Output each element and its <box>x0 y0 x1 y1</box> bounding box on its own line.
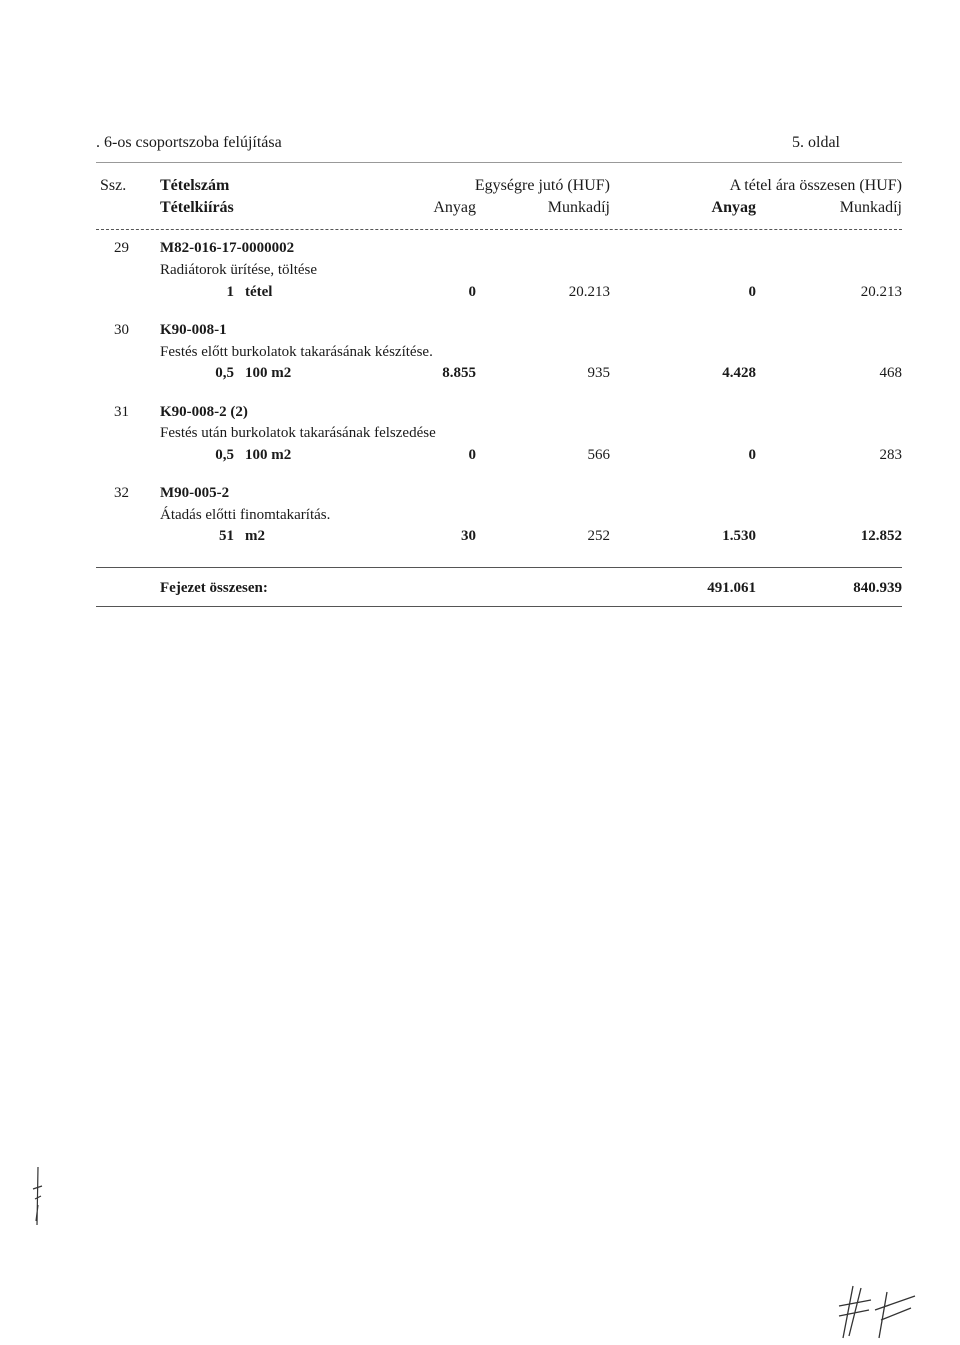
col-header-unit-munkadij: Munkadíj <box>547 199 610 216</box>
summary-total-anyag: 491.061 <box>707 580 756 596</box>
item-code: K90-008-2 (2) <box>160 404 248 420</box>
margin-pen-mark <box>26 1165 50 1235</box>
item-quantity: 0,5 <box>215 447 234 463</box>
item-total-munkadij: 12.852 <box>860 528 902 544</box>
item-description: Festés után burkolatok takarásának felszedése <box>160 425 436 441</box>
col-header-unit-price: Egységre jutó (HUF) <box>474 177 610 194</box>
item-unit-anyag: 0 <box>468 284 476 300</box>
item-unit: 100 m2 <box>245 447 292 463</box>
col-header-tetelkiiras: Tételkiírás <box>160 199 234 216</box>
item-unit-munkadij: 935 <box>587 365 610 381</box>
page-number: 5. oldal <box>792 134 840 151</box>
item-number: 30 <box>114 322 129 338</box>
item-number: 32 <box>114 485 129 501</box>
item-total-anyag: 1.530 <box>722 528 756 544</box>
column-header-divider <box>96 229 902 230</box>
item-description: Radiátorok ürítése, töltése <box>160 262 318 278</box>
col-header-total-munkadij: Munkadíj <box>839 199 902 216</box>
col-header-tetelszam: Tételszám <box>160 177 230 194</box>
item-total-anyag: 4.428 <box>722 365 756 381</box>
item-number: 31 <box>114 404 129 420</box>
col-header-total-price: A tétel ára összesen (HUF) <box>729 177 902 194</box>
item-total-munkadij: 20.213 <box>860 284 902 300</box>
header-divider <box>96 162 902 163</box>
item-unit-anyag: 0 <box>468 447 476 463</box>
item-unit: m2 <box>245 528 265 544</box>
summary-bottom-divider <box>96 606 902 607</box>
item-description: Átadás előtti finomtakarítás. <box>160 507 331 523</box>
col-header-total-anyag: Anyag <box>711 199 756 216</box>
item-number: 29 <box>114 240 129 256</box>
item-unit: 100 m2 <box>245 365 292 381</box>
item-unit-munkadij: 20.213 <box>568 284 610 300</box>
item-quantity: 0,5 <box>215 365 234 381</box>
summary-top-divider <box>96 567 902 568</box>
col-header-unit-anyag: Anyag <box>433 199 476 216</box>
item-unit-munkadij: 566 <box>587 447 610 463</box>
item-total-anyag: 0 <box>748 284 756 300</box>
item-code: K90-008-1 <box>160 322 227 338</box>
item-quantity: 51 <box>219 528 234 544</box>
item-total-munkadij: 283 <box>879 447 902 463</box>
handwritten-signature <box>835 1282 920 1342</box>
item-total-munkadij: 468 <box>879 365 902 381</box>
item-code: M82-016-17-0000002 <box>160 240 295 256</box>
document-title: . 6-os csoportszoba felújítása <box>96 134 282 151</box>
item-unit-munkadij: 252 <box>587 528 610 544</box>
summary-total-munkadij: 840.939 <box>853 580 902 596</box>
item-unit: tétel <box>245 284 273 300</box>
item-code: M90-005-2 <box>160 485 230 501</box>
summary-label: Fejezet összesen: <box>160 580 268 596</box>
item-quantity: 1 <box>226 284 234 300</box>
item-description: Festés előtt burkolatok takarásának készítése. <box>160 344 433 360</box>
item-unit-anyag: 30 <box>461 528 476 544</box>
item-total-anyag: 0 <box>748 447 756 463</box>
item-unit-anyag: 8.855 <box>442 365 476 381</box>
col-header-ssz: Ssz. <box>100 177 127 194</box>
